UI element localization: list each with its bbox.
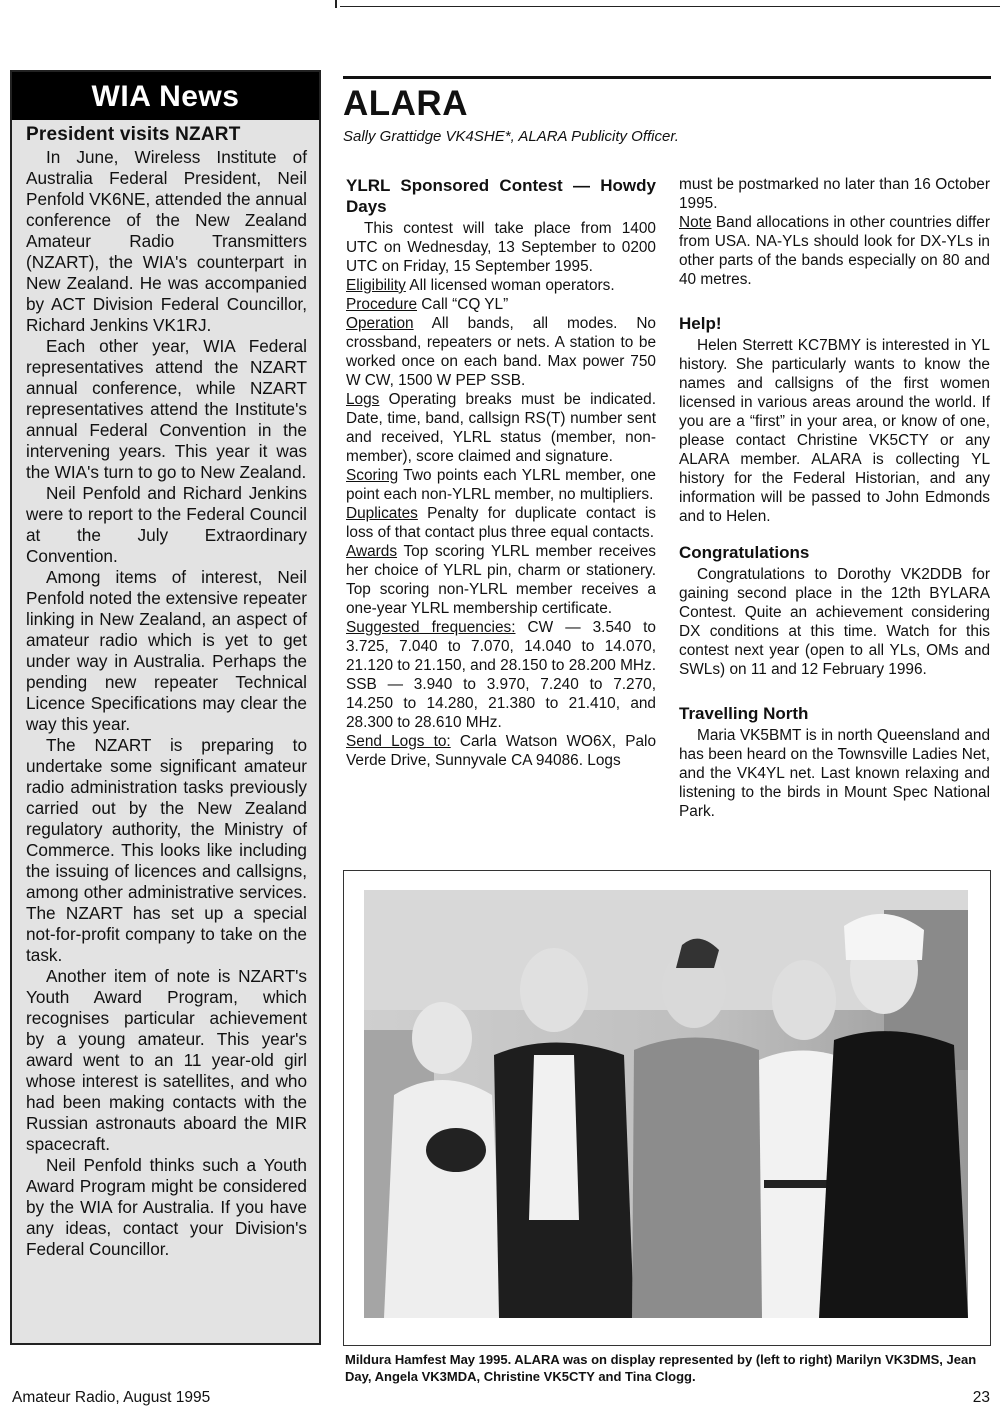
contest-item-text: All bands, all modes. No crossband, repeaters or nets. A station to be worked once on each band. Max power 750 W CW, 1500 W PEP SSB.: [346, 315, 656, 389]
contest-item-label: Operation: [346, 315, 414, 332]
contest-note-label: Note: [679, 214, 712, 231]
help-heading: Help!: [679, 314, 722, 333]
contest-item: [346, 390, 656, 466]
wia-news-paragraph: Neil Penfold thinks such a Youth Award Program might be considered by the WIA for Australia. If you have any ideas, contact your Division's Federal Councillor.: [26, 1155, 307, 1259]
wia-news-paragraph: Another item of note is NZART's Youth Award Program, which recognises particular achievement by a young amateur. This year's award went to an 11 year-old girl whose interest is satellites, and who had been making contacts with the Russian astronauts aboard the MIR spacecraft.: [26, 966, 307, 1154]
hamfest-photo-illustration: [364, 890, 968, 1318]
contest-item-label: Send Logs to:: [346, 733, 451, 750]
contest-note-text: Band allocations in other countries differ from USA. NA-YLs should look for DX-YLs in other parts of the bands especially on 80 and 40 metres.: [679, 214, 990, 288]
contest-note: [679, 213, 990, 289]
wia-news-sidebar: [10, 70, 321, 1345]
wia-news-banner: WIA News: [12, 72, 319, 120]
contest-item-text: Two points each YLRL member, one point each non-YLRL member, no multipliers.: [346, 467, 656, 503]
article-column-2: [679, 175, 990, 821]
contest-item-label: Procedure: [346, 296, 418, 313]
wia-news-paragraph: The NZART is preparing to undertake some significant amateur radio administration tasks previously carried out by the New Zealand regulatory authority, the Ministry of Commerce. This looks like including the issuing of licences and callsigns, among other administrative services. The NZART has set up a special not-for-profit company to take on the task.: [26, 735, 307, 965]
help-text: Helen Sterrett KC7BMY is interested in YL history. She particularly wants to know the names and callsigns of the first women licensed in various areas around the world. If you are a “first” in your area, or know of one, please contact Christine VK5CTY or any ALARA member. ALARA is collecting YL history for the Federal Historian, and any information will be passed to John Edmonds and to Helen.: [679, 337, 990, 525]
contest-item-label: Duplicates: [346, 505, 418, 522]
contest-intro: This contest will take place from 1400 UTC on Wednesday, 13 September to 0200 UTC on Friday, 15 September 1995.: [346, 220, 656, 275]
contest-heading: YLRL Sponsored Contest — Howdy Days: [346, 176, 656, 216]
travelling-north-text: Maria VK5BMT is in north Queensland and has been heard on the Townsville Ladies Net, and the VK4YL net. Last known relaxing and listening to the birds in Mount Spec National Park.: [679, 727, 990, 820]
travelling-north-heading: Travelling North: [679, 704, 809, 723]
top-rule: [340, 6, 1000, 7]
contest-item-label: Awards: [346, 543, 398, 560]
contest-item-label: Eligibility: [346, 277, 406, 294]
footer-publication: Amateur Radio, August 1995: [12, 1389, 211, 1406]
wia-news-paragraph: Among items of interest, Neil Penfold noted the extensive repeater linking in New Zealand, an aspect of amateur radio which is yet to get under way in Australia. Perhaps the pending new repeater Technical Licence Specifications may clear the way this year.: [26, 567, 307, 734]
wia-news-body: [12, 120, 319, 1260]
top-tick-mark: [335, 0, 337, 8]
article-column-1: [346, 175, 656, 770]
contest-item: [346, 618, 656, 732]
contest-item: [346, 314, 656, 390]
contest-item-text: Penalty for duplicate contact is loss of that contact plus three equal contacts.: [346, 505, 656, 541]
contest-item: [346, 504, 656, 542]
contest-item-text: Top scoring YLRL member receives her choice of YLRL pin, charm or stationery. Top scoring non-YLRL member receives a one-year YLRL membership certificate.: [346, 543, 656, 617]
contest-item-text: Call “CQ YL”: [417, 296, 509, 313]
contest-item-label: Scoring: [346, 467, 399, 484]
contest-item: [346, 276, 656, 295]
contest-item-label: Suggested frequencies:: [346, 619, 516, 636]
photo-frame: [343, 870, 991, 1346]
contest-item-text: All licensed woman operators.: [405, 277, 615, 294]
contest-item: [346, 732, 656, 770]
wia-news-paragraph: Each other year, WIA Federal representatives attend the NZART annual conference, while NZART representatives attend the Institute's annual Federal Convention in the intervening years. This year it was the WIA's turn to go to New Zealand.: [26, 336, 307, 482]
wia-news-paragraph: Neil Penfold and Richard Jenkins were to report to the Federal Council at the July Extraordinary Convention.: [26, 483, 307, 566]
contest-item: [346, 466, 656, 504]
wia-news-heading: President visits NZART: [26, 124, 241, 145]
hamfest-photo: [364, 890, 968, 1318]
contest-continued: must be postmarked no later than 16 October 1995.: [679, 176, 990, 212]
article-top-rule: [343, 76, 991, 79]
contest-item-text: Carla Watson WO6X, Palo Verde Drive, Sunnyvale CA 94086. Logs: [346, 733, 657, 769]
contest-item: [346, 295, 656, 314]
congratulations-text: Congratulations to Dorothy VK2DDB for gaining second place in the 12th BYLARA Contest. Quite an achievement considering DX conditions at this time. Watch for this contest next year (open to all YLs, OMs and SWLs) on 11 and 12 February 1996.: [679, 566, 990, 678]
contest-item-label: Logs: [346, 391, 380, 408]
article-byline: Sally Grattidge VK4SHE*, ALARA Publicity Officer.: [343, 128, 679, 145]
article-title: ALARA: [343, 84, 468, 123]
photo-caption: Mildura Hamfest May 1995. ALARA was on display represented by (left to right) Marilyn VK3DMS, Jean Day, Angela VK3MDA, Christine VK5CTY and Tina Clogg.: [345, 1352, 977, 1384]
wia-news-paragraph: In June, Wireless Institute of Australia Federal President, Neil Penfold VK6NE, attended the annual conference of the New Zealand Amateur Radio Transmitters (NZART), the WIA's counterpart in New Zealand. He was accompanied by ACT Division Federal Councillor, Richard Jenkins VK1RJ.: [26, 147, 307, 335]
congratulations-heading: Congratulations: [679, 543, 810, 562]
contest-item-text: Operating breaks must be indicated. Date, time, band, callsign RS(T) number sent and received, YLRL status (member, non-member), score claimed and signature.: [346, 391, 656, 465]
contest-item-text: CW — 3.540 to 3.725, 7.040 to 7.070, 14.040 to 14.070, 21.120 to 21.150, and 28.150 to 28.200 MHz. SSB — 3.940 to 3.970, 7.240 to 7.270, 14.250 to 14.280, 21.380 to 21.410, and 28.300 to 28.610 MHz.: [346, 619, 656, 731]
footer-page-number: 23: [972, 1389, 990, 1406]
contest-item: [346, 542, 656, 618]
